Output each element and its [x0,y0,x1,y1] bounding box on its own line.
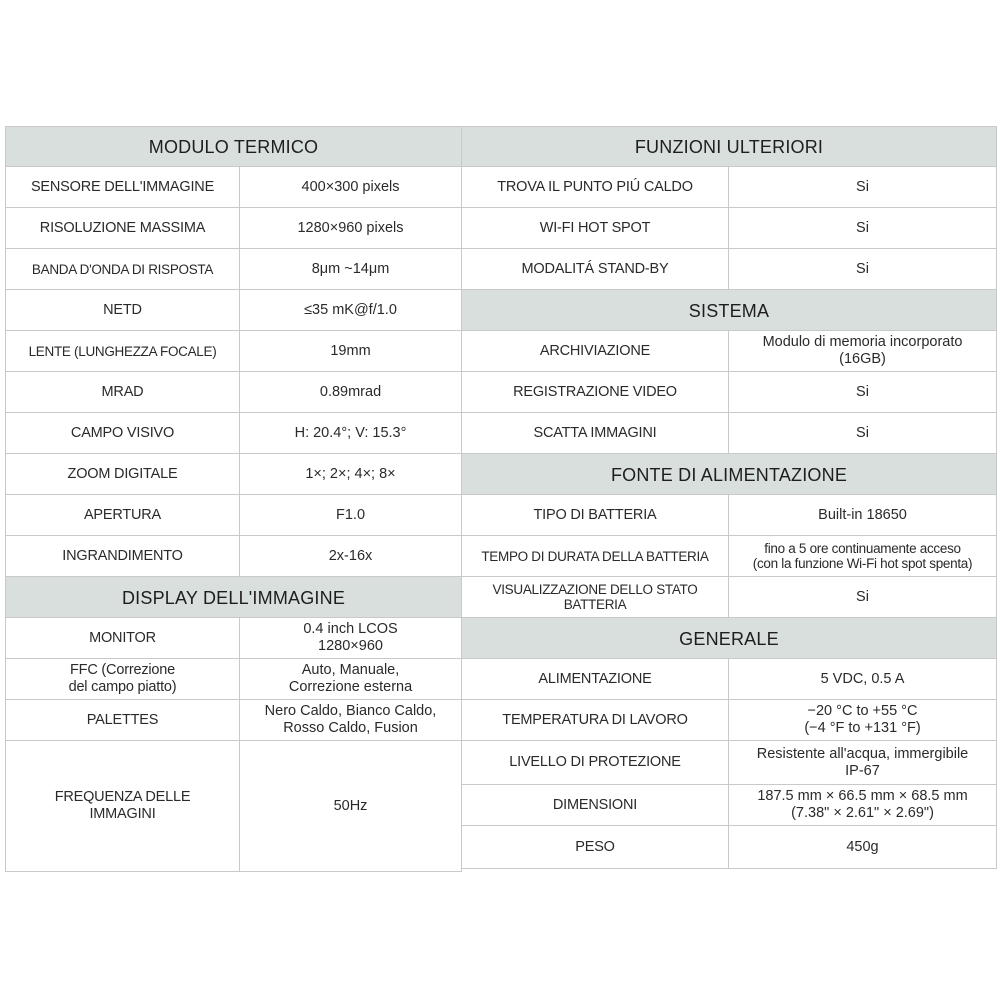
table-row [6,208,462,249]
table-row [6,290,462,331]
spec-value: 0.89mrad [240,372,462,413]
spec-value: 1280×960 pixels [240,208,462,249]
table-row [462,372,997,413]
table-row [462,785,997,826]
spec-value [729,700,997,741]
spec-label: WI-FI HOT SPOT [462,208,729,249]
label-line: VISUALIZZAZIONE DELLO STATO [492,582,698,597]
spec-value: 1×; 2×; 4×; 8× [240,454,462,495]
spec-label: ARCHIVIAZIONE [462,331,729,372]
section-header-system [462,290,997,331]
spec-label: PALETTES [6,700,240,741]
table-row [6,741,462,872]
value-line: Auto, Manuale, [301,662,400,678]
spec-label: TEMPERATURA DI LAVORO [462,700,729,741]
table-row [462,826,997,869]
label-line: IMMAGINI [89,806,156,822]
thermal-module-table [5,126,462,872]
section-title: GENERALE [462,618,997,659]
section-title: SISTEMA [462,290,997,331]
table-row [462,495,997,536]
spec-value [729,741,997,785]
spec-label: MODALITÁ STAND-BY [462,249,729,290]
spec-value: 450g [729,826,997,869]
spec-value [240,700,462,741]
spec-label: SCATTA IMMAGINI [462,413,729,454]
table-row [6,536,462,577]
table-row [462,741,997,785]
section-title: FUNZIONI ULTERIORI [462,127,997,167]
spec-value: 2x-16x [240,536,462,577]
label-line: FFC (Correzione [70,662,175,678]
section-header-additional-functions [462,127,997,167]
table-row [6,249,462,290]
label-line: BATTERIA [563,597,627,612]
value-line: 1280×960 [318,638,383,654]
spec-label: TEMPO DI DURATA DELLA BATTERIA [462,536,729,577]
spec-label: ZOOM DIGITALE [6,454,240,495]
section-header-image-display [6,577,462,618]
value-line: Nero Caldo, Bianco Caldo, [264,703,437,719]
spec-label: ALIMENTAZIONE [462,659,729,700]
value-line: (−4 °F to +131 °F) [804,720,921,736]
spec-label: LENTE (LUNGHEZZA FOCALE) [6,331,240,372]
table-row [462,331,997,372]
value-line: Correzione esterna [288,679,413,695]
spec-label: CAMPO VISIVO [6,413,240,454]
spec-label: BANDA D'ONDA DI RISPOSTA [6,249,240,290]
spec-value: ≤35 mK@f/1.0 [240,290,462,331]
spec-value: 50Hz [240,741,462,872]
spec-value: 8μm ~14μm [240,249,462,290]
section-title: MODULO TERMICO [6,127,462,167]
section-title: DISPLAY DELL'IMMAGINE [6,577,462,618]
section-header-thermal-module [6,127,462,167]
spec-value: Si [729,249,997,290]
spec-value [240,659,462,700]
spec-label: DIMENSIONI [462,785,729,826]
value-line: IP-67 [845,762,880,779]
value-line: Resistente all'acqua, immergibile [756,745,969,762]
value-line: Modulo di memoria incorporato [762,334,963,350]
spec-value: Si [729,372,997,413]
spec-label: APERTURA [6,495,240,536]
table-row [6,413,462,454]
table-row [462,700,997,741]
spec-value: Si [729,167,997,208]
table-row [6,167,462,208]
section-title: FONTE DI ALIMENTAZIONE [462,454,997,495]
value-line: (16GB) [839,351,886,367]
spec-value: 400×300 pixels [240,167,462,208]
value-line: (con la funzione Wi-Fi hot spot spenta) [752,556,973,571]
spec-label [6,741,240,872]
value-line: −20 °C to +55 °C [807,703,918,719]
label-line: FREQUENZA DELLE [54,789,191,805]
spec-value [240,618,462,659]
value-line: fino a 5 ore continuamente acceso [764,541,961,556]
spec-label [462,577,729,618]
table-row [6,454,462,495]
value-line: Rosso Caldo, Fusion [283,720,418,736]
spec-label: RISOLUZIONE MASSIMA [6,208,240,249]
spec-label: PESO [462,826,729,869]
table-row [462,413,997,454]
table-row [462,659,997,700]
spec-label: TIPO DI BATTERIA [462,495,729,536]
spec-value: 5 VDC, 0.5 A [729,659,997,700]
spec-value [729,536,997,577]
spec-label: LIVELLO DI PROTEZIONE [462,741,729,785]
spec-value [729,331,997,372]
spec-label: MRAD [6,372,240,413]
spec-value: F1.0 [240,495,462,536]
table-row [6,700,462,741]
table-row [462,167,997,208]
label-line: del campo piatto) [68,679,177,695]
table-row [6,495,462,536]
right-spec-table [461,126,997,869]
spec-label: MONITOR [6,618,240,659]
spec-label: INGRANDIMENTO [6,536,240,577]
table-row [6,372,462,413]
spec-label: TROVA IL PUNTO PIÚ CALDO [462,167,729,208]
spec-label: NETD [6,290,240,331]
value-line: 187.5 mm × 66.5 mm × 68.5 mm [757,788,968,804]
table-row [462,249,997,290]
spec-label: REGISTRAZIONE VIDEO [462,372,729,413]
section-header-power-source [462,454,997,495]
table-row [462,577,997,618]
spec-value: Si [729,413,997,454]
table-row [462,208,997,249]
table-row [6,331,462,372]
value-line: (7.38" × 2.61" × 2.69") [791,805,934,821]
spec-value: 19mm [240,331,462,372]
left-column [5,126,461,872]
table-row [6,618,462,659]
spec-value: Si [729,208,997,249]
right-column [461,126,996,869]
section-header-general [462,618,997,659]
spec-value: Built-in 18650 [729,495,997,536]
value-line: 0.4 inch LCOS [303,621,398,637]
spec-label [6,659,240,700]
spec-label: SENSORE DELL'IMMAGINE [6,167,240,208]
table-row [6,659,462,700]
spec-value [729,785,997,826]
table-row [462,536,997,577]
spec-value: Si [729,577,997,618]
spec-value: H: 20.4°; V: 15.3° [240,413,462,454]
